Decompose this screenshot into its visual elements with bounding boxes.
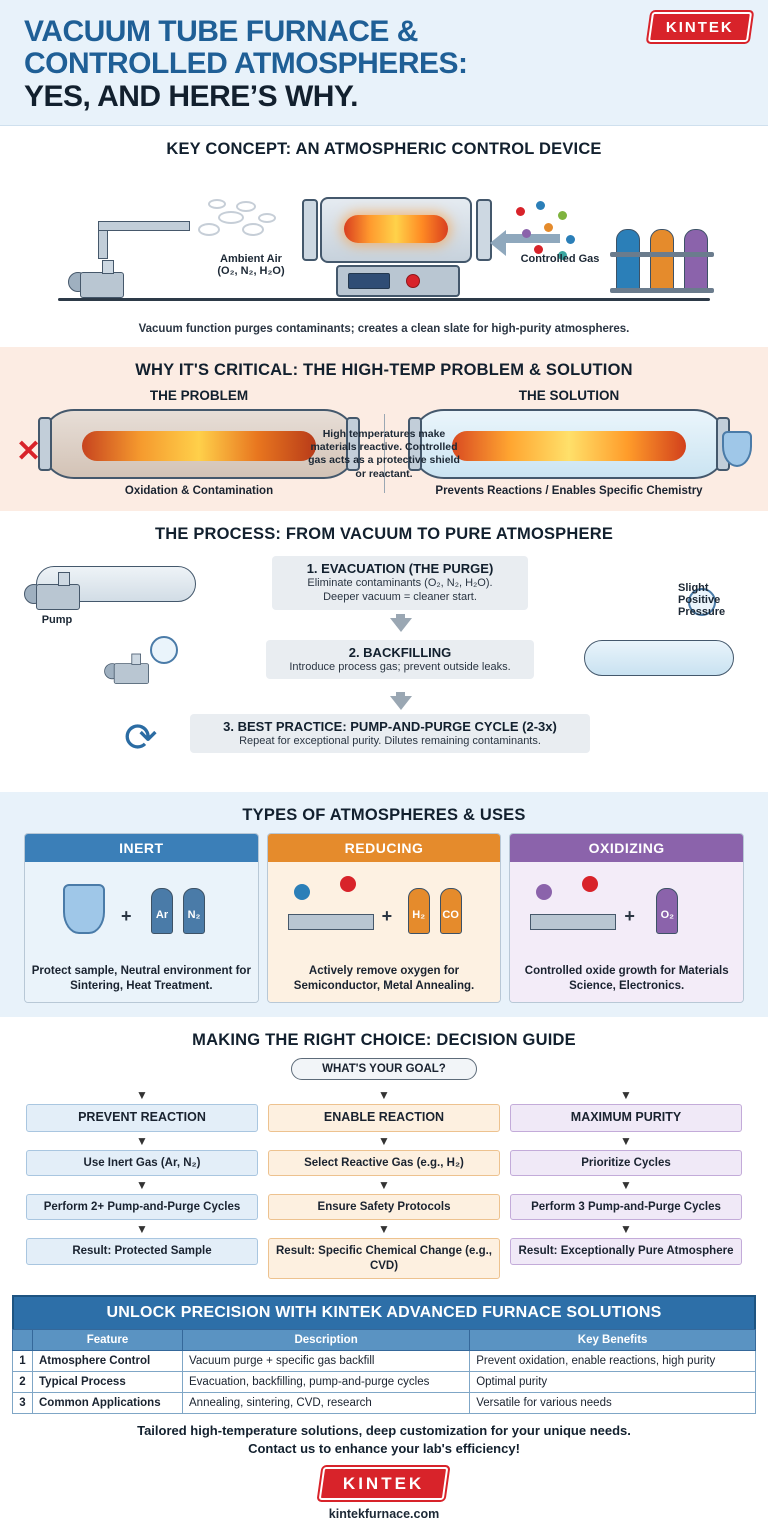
footer-cta [12, 1422, 756, 1457]
kintek-logo [648, 12, 752, 42]
page-title [24, 16, 624, 113]
card-reducing-desc: Actively remove oxygen for Semiconductor, Metal Annealing. [268, 958, 501, 1002]
arrow-down-icon-b1: ▼ [136, 1133, 148, 1148]
step-3-head: 3. BEST PRACTICE: PUMP-AND-PURGE CYCLE (2-3x) [223, 719, 557, 735]
table-header-description: Description [183, 1330, 470, 1351]
purity-step-1: Prioritize Cycles [510, 1150, 742, 1176]
pump-icon-1 [24, 570, 86, 610]
pressure-gauge-icon-1 [150, 636, 178, 664]
connector-2 [396, 692, 405, 702]
enable-step-2: Ensure Safety Protocols [268, 1194, 500, 1220]
pump-icon-2 [104, 652, 154, 684]
why-critical-section [0, 347, 768, 511]
card-reducing-head: REDUCING [268, 834, 501, 862]
prevent-step-2: Perform 2+ Pump-and-Purge Cycles [26, 1194, 258, 1220]
card-oxidizing-art [510, 862, 743, 958]
table-header-index [13, 1330, 33, 1351]
card-inert-desc: Protect sample, Neutral environment for Sintering, Heat Treatment. [25, 958, 258, 1002]
ambient-air-label [196, 253, 306, 277]
arrow-down-icon-p0: ▼ [620, 1088, 632, 1103]
pipe-horizontal [98, 221, 190, 231]
prevent-step-3: Result: Protected Sample [26, 1238, 258, 1264]
arrow-down-icon-o1: ▼ [378, 1133, 390, 1148]
row-1-benefits: Prevent oxidation, enable reactions, high purity [470, 1351, 756, 1372]
solutions-table-section [0, 1289, 768, 1414]
cycle-arrows-icon: ⟳ [124, 716, 158, 761]
step-3-body-1: Repeat for exceptional purity. Dilutes remaining contaminants. [239, 735, 541, 748]
plus-icon-oxidizing: + [624, 906, 635, 927]
purity-head: MAXIMUM PURITY [510, 1104, 742, 1132]
step-1-body-2: Deeper vacuum = cleaner start. [323, 591, 477, 604]
ambient-air-text: Ambient Air [220, 253, 282, 266]
step-2-head: 2. BACKFILLING [348, 645, 452, 661]
enable-head: ENABLE REACTION [268, 1104, 500, 1132]
table-row [13, 1393, 756, 1414]
controlled-gas-label: Controlled Gas [520, 253, 600, 266]
decision-column-prevent [26, 1086, 258, 1279]
card-reducing [267, 833, 502, 1003]
gas-particles-icon [514, 201, 584, 259]
decision-column-purity [510, 1086, 742, 1279]
footer-cta-line-1: Tailored high-temperature solutions, deep customization for your unique needs. [137, 1423, 631, 1439]
process-step-3 [190, 714, 590, 753]
row-2-index: 2 [13, 1372, 33, 1393]
pressure-label: Slight Positive Pressure [678, 582, 726, 619]
solution-title: THE SOLUTION [518, 388, 620, 404]
oxygen-removal-icon [294, 874, 364, 904]
row-1-index: 1 [13, 1351, 33, 1372]
key-concept-section [0, 126, 768, 347]
control-panel-icon [348, 273, 390, 289]
arrow-down-icon-b2: ▼ [136, 1178, 148, 1193]
problem-title: THE PROBLEM [149, 388, 249, 404]
card-inert-art [25, 862, 258, 958]
row-2-description: Evacuation, backfilling, pump-and-purge cycles [183, 1372, 470, 1393]
gas-cylinder-o2: O₂ [656, 888, 678, 934]
backfilled-tube-icon [584, 640, 734, 676]
arrow-down-icon-o2: ▼ [378, 1178, 390, 1193]
process-step-1 [272, 556, 528, 610]
table-header-benefits: Key Benefits [470, 1330, 756, 1351]
row-3-feature: Common Applications [33, 1393, 183, 1414]
title-line-1: VACUUM TUBE FURNACE & [24, 15, 418, 48]
purity-step-2: Perform 3 Pump-and-Purge Cycles [510, 1194, 742, 1220]
arrow-down-icon-b0: ▼ [136, 1088, 148, 1103]
solutions-table [12, 1329, 756, 1414]
process-step-2 [266, 640, 534, 679]
gas-cylinder-n2: N₂ [183, 888, 205, 934]
ambient-air-smoke-icon [196, 197, 282, 243]
key-concept-diagram [20, 167, 748, 317]
row-3-benefits: Versatile for various needs [470, 1393, 756, 1414]
row-2-benefits: Optimal purity [470, 1372, 756, 1393]
enable-step-3: Result: Specific Chemical Change (e.g., CVD) [268, 1238, 500, 1279]
why-critical-title: WHY IT'S CRITICAL: THE HIGH-TEMP PROBLEM & SOLUTION [135, 361, 633, 380]
tube-furnace-icon [302, 179, 492, 297]
row-3-description: Annealing, sintering, CVD, research [183, 1393, 470, 1414]
title-line-2: CONTROLLED ATMOSPHERES: [24, 47, 468, 81]
connector-1 [396, 614, 405, 626]
enable-step-1: Select Reactive Gas (e.g., H₂) [268, 1150, 500, 1176]
sample-plate-icon-reducing [288, 914, 374, 930]
arrow-down-icon-b3: ▼ [136, 1222, 148, 1237]
table-header-row [13, 1330, 756, 1351]
footer-logo-text: KINTEK [343, 1474, 425, 1494]
footer-url[interactable]: kintekfurnace.com [328, 1507, 440, 1522]
card-reducing-art [268, 862, 501, 958]
table-row [13, 1372, 756, 1393]
plus-icon-reducing: + [381, 906, 393, 927]
row-1-description: Vacuum purge + specific gas backfill [183, 1351, 470, 1372]
middle-note: High temperatures make materials reactive. Controlled gas acts as a protective shield or reactant. [308, 428, 460, 480]
gas-cylinder-ar: Ar [151, 888, 173, 934]
card-oxidizing [509, 833, 744, 1003]
gas-cylinder-h2: H₂ [408, 888, 430, 934]
arrow-down-icon-p1: ▼ [620, 1133, 632, 1148]
arrow-down-icon-o3: ▼ [378, 1222, 390, 1237]
prevent-head: PREVENT REACTION [26, 1104, 258, 1132]
key-concept-caption: Vacuum function purges contaminants; creates a clean slate for high-purity atmospheres. [138, 323, 630, 336]
arrow-down-icon-p3: ▼ [620, 1222, 632, 1237]
row-1-feature: Atmosphere Control [33, 1351, 183, 1372]
sample-plate-icon-oxidizing [530, 914, 616, 930]
footer-kintek-logo [319, 1467, 449, 1500]
goal-pill: WHAT'S YOUR GOAL? [291, 1058, 477, 1080]
decision-column-enable [268, 1086, 500, 1279]
step-1-body-1: Eliminate contaminants (O₂, N₂, H₂O). [307, 577, 493, 590]
prevent-step-1: Use Inert Gas (Ar, N₂) [26, 1150, 258, 1176]
card-inert-head: INERT [25, 834, 258, 862]
step-2-body-1: Introduce process gas; prevent outside leaks. [289, 661, 511, 674]
table-row [13, 1351, 756, 1372]
shield-icon [722, 431, 752, 467]
plus-icon-inert: + [121, 906, 132, 927]
purity-step-3: Result: Exceptionally Pure Atmosphere [510, 1238, 742, 1264]
process-title: THE PROCESS: FROM VACUUM TO PURE ATMOSPHERE [154, 525, 614, 544]
row-3-index: 3 [13, 1393, 33, 1414]
shield-icon-inert [63, 884, 105, 934]
arrow-down-icon-o0: ▼ [378, 1088, 390, 1103]
x-mark-icon: ✕ [16, 435, 42, 469]
gas-cylinder-rack-icon [610, 215, 714, 299]
problem-solution-columns [14, 388, 754, 497]
process-diagram [14, 552, 754, 782]
row-2-feature: Typical Process [33, 1372, 183, 1393]
title-line-3: YES, AND HERE’S WHY. [24, 79, 358, 113]
process-section [0, 511, 768, 792]
decision-title: MAKING THE RIGHT CHOICE: DECISION GUIDE [192, 1031, 576, 1050]
vacuum-pump-icon [68, 258, 130, 298]
types-section [0, 792, 768, 1017]
pump-label: Pump [41, 614, 73, 627]
types-cards [14, 833, 754, 1003]
oxide-growth-icon [536, 874, 606, 904]
kintek-logo-text: KINTEK [666, 19, 734, 36]
card-oxidizing-desc: Controlled oxide growth for Materials Science, Electronics. [510, 958, 743, 1002]
gas-cylinder-co: CO [440, 888, 462, 934]
problem-label: Oxidation & Contamination [124, 485, 274, 498]
key-concept-title: KEY CONCEPT: AN ATMOSPHERIC CONTROL DEVICE [166, 140, 602, 159]
ambient-air-sub: (O₂, N₂, H₂O) [217, 265, 285, 278]
decision-section [0, 1017, 768, 1289]
table-header-feature: Feature [33, 1330, 183, 1351]
arrow-down-icon-p2: ▼ [620, 1178, 632, 1193]
header [0, 0, 768, 126]
solution-label: Prevents Reactions / Enables Specific Chemistry [435, 485, 703, 498]
card-oxidizing-head: OXIDIZING [510, 834, 743, 862]
solutions-table-title: UNLOCK PRECISION WITH KINTEK ADVANCED FURNACE SOLUTIONS [12, 1295, 756, 1329]
card-inert [24, 833, 259, 1003]
step-1-head: 1. EVACUATION (THE PURGE) [306, 561, 494, 577]
footer [0, 1414, 768, 1535]
types-title: TYPES OF ATMOSPHERES & USES [242, 806, 526, 825]
decision-columns [14, 1086, 754, 1279]
footer-cta-line-2: Contact us to enhance your lab's efficiency! [248, 1440, 520, 1456]
